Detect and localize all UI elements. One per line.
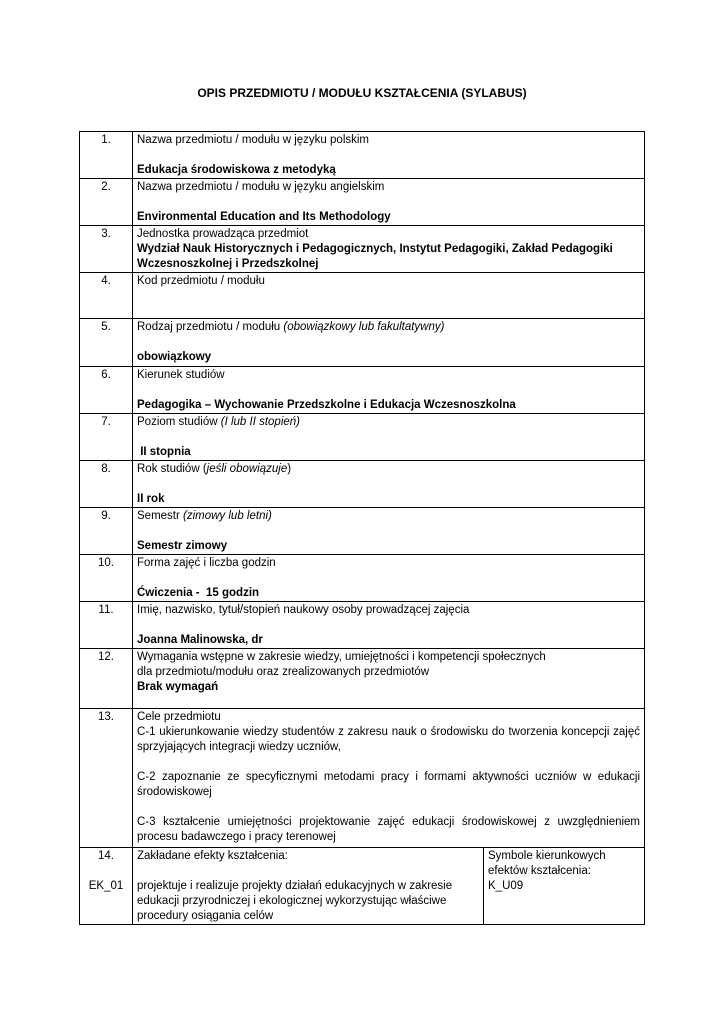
row-label-text: Semestr [137,510,184,522]
row-label: Nazwa przedmiotu / modułu w języku polskim [137,134,370,146]
row-number: 6. [80,367,133,414]
row-label: Wymagania wstępne w zakresie wiedzy, umiejętności i kompetencji społecznych dla przedmiotu/modułu oraz zrealizowanych przedmiotów [137,651,549,678]
row-number: 3. [80,226,133,273]
row-content [133,555,645,602]
row-value: II stopnia [137,446,191,458]
row-value: II rok [137,493,165,505]
row-number: 8. [80,461,133,508]
row-label: Kierunek studiów [137,369,225,381]
table-row [80,848,645,925]
row-number: 13. [80,709,133,848]
row-value: Semestr zimowy [137,540,228,552]
outcome-code: EK_01 [88,880,124,892]
table-row [80,367,645,414]
goal-item: C-1 ukierunkowanie wiedzy studentów z zakresu nauk o środowisku do tworzenia koncepcji zajęć sprzyjających integracji wiedzy uczniów, [137,726,641,753]
row-label-hint: jeśli obowiązuje [206,463,288,475]
document-title: OPIS PRZEDMIOTU / MODUŁU KSZTAŁCENIA (SYLABUS) [197,86,527,100]
table-row [80,319,645,367]
row-content [133,179,645,226]
row-label: Jednostka prowadząca przedmiot [137,228,309,240]
row-content [133,273,645,319]
table-row [80,273,645,319]
row-label-hint: (zimowy lub letni) [183,510,272,522]
table-row [80,461,645,508]
row-number: 10. [80,555,133,602]
row-number [80,848,133,925]
row-value: Environmental Education and Its Methodology [137,211,391,223]
outcomes-content [133,848,484,925]
goal-item: C-2 zapoznanie ze specyficznymi metodami pracy i formami aktywności uczniów w edukacji środowiskowej [137,771,641,798]
goals-label: Cele przedmiotu [137,711,221,723]
row-label-suffix: ) [287,463,292,475]
row-number: 12. [80,649,133,709]
row-label-hint: (obowiązkowy lub fakultatywny) [283,321,445,333]
row-value: Ćwiczenia - 15 godzin [137,587,260,599]
table-row [80,179,645,226]
row-label-text: Poziom studiów [137,416,221,428]
table-row [80,555,645,602]
table-row [80,132,645,179]
row-content [133,461,645,508]
table-row [80,508,645,555]
row-content [133,132,645,179]
syllabus-table [79,131,645,925]
row-value: Brak wymagań [137,681,219,693]
row-number: 9. [80,508,133,555]
row-value: Joanna Malinowska, dr [137,634,263,646]
row-label [137,462,640,477]
symbols-header: Symbole kierunkowych efektów kształcenia: [488,850,609,877]
row-label [137,320,640,335]
outcome-symbol: K_U09 [488,880,524,892]
row-content [133,367,645,414]
row-content [133,414,645,461]
table-row [80,414,645,461]
row-label-text: Rok studiów ( [137,463,207,475]
row-number: 5. [80,319,133,367]
goals-content [133,709,645,848]
row-value: obowiązkowy [137,351,212,363]
row-label [137,415,640,430]
row-number: 7. [80,414,133,461]
row-label: Forma zajęć i liczba godzin [137,557,276,569]
table-row [80,709,645,848]
table-row [80,226,645,273]
row-label: Nazwa przedmiotu / modułu w języku angielskim [137,181,385,193]
row-value: Edukacja środowiskowa z metodyką [137,164,336,176]
row-label-text: Rodzaj przedmiotu / modułu [137,321,284,333]
row-value: Wydział Nauk Historycznych i Pedagogicznych, Instytut Pedagogiki, Zakład Pedagogiki Wczesnoszkolnej i Przedszkolnej [137,243,617,270]
row-content [133,649,645,709]
outcomes-symbols [484,848,645,925]
row-content [133,226,645,273]
row-content [133,602,645,649]
outcome-text: projektuje i realizuje projekty działań edukacyjnych w zakresie edukacji przyrodniczej i ekologicznej wykorzystując właściwe procedury osiągania celów [137,880,456,922]
row-number: 2. [80,179,133,226]
row-number: 4. [80,273,133,319]
row-value: Pedagogika – Wychowanie Przedszkolne i Edukacja Wczesnoszkolna [137,399,516,411]
row-number: 11. [80,602,133,649]
row-label: Imię, nazwisko, tytuł/stopień naukowy osoby prowadzącej zajęcia [137,604,470,616]
row-label-hint: (I lub II stopień) [220,416,300,428]
row-label [137,509,640,524]
goal-item: C-3 kształcenie umiejętności projektowanie zajęć edukacji środowiskowej z uwzględnieniem procesu badawczego i pracy terenowej [137,816,641,843]
outcomes-number: 14. [98,850,114,862]
outcomes-label: Zakładane efekty kształcenia: [137,850,288,862]
table-row [80,649,645,709]
row-content [133,508,645,555]
table-row [80,602,645,649]
row-number: 1. [80,132,133,179]
row-content [133,319,645,367]
row-label: Kod przedmiotu / modułu [137,275,265,287]
